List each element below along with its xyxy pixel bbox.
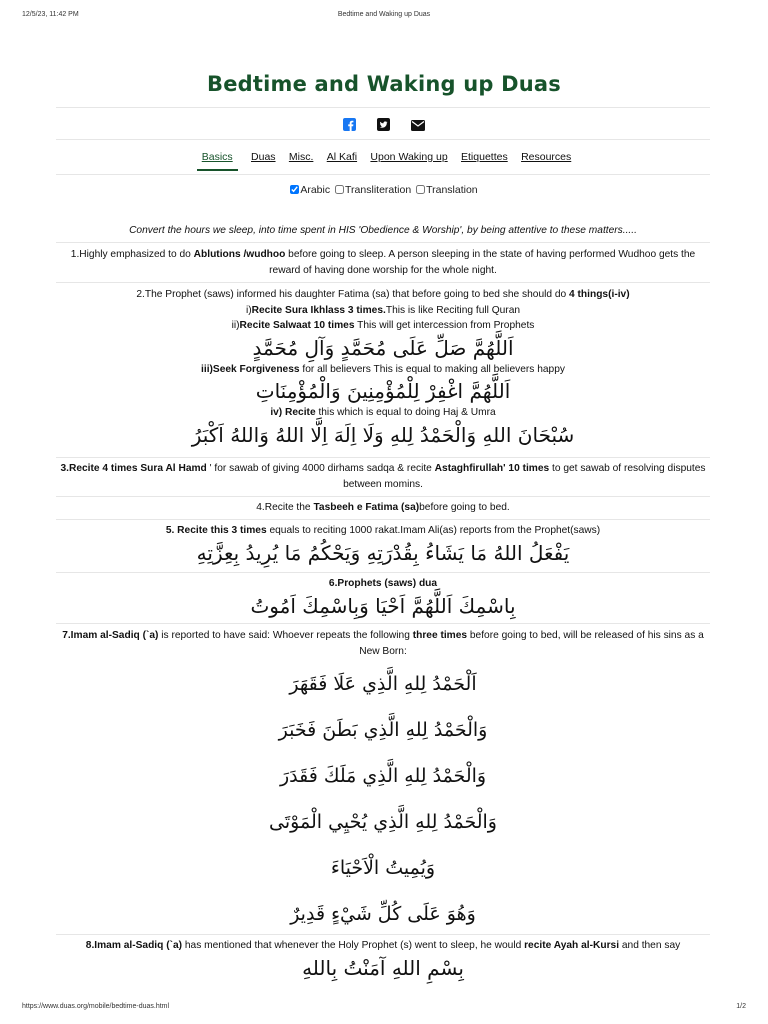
- divider: [56, 107, 710, 108]
- divider: [56, 496, 710, 497]
- section-5: 5. Recite this 3 times equals to reciting 1000 rakat.Imam Ali(as) reports from the Prophet(saws) يَفْعَلُ اللهُ مَا يَشَاءُ بِقُدْرَتِهِ وَيَحْكُمُ مَا يُرِيدُ بِعِزَّتِهِ: [56, 523, 710, 567]
- option-transliteration[interactable]: Transliteration: [335, 184, 411, 196]
- arabic-line-5: وَيُمِيتُ الْاَحْيَاءَ: [330, 857, 436, 879]
- section-4: 4.Recite the Tasbeeh e Fatima (sa)before going to bed.: [256, 502, 510, 513]
- arabic-forgiveness: اَللَّهُمَّ اغْفِرْ لِلْمُؤْمِنِينَ وَالْمُؤْمِنَاتِ: [255, 379, 511, 403]
- intro-text: Convert the hours we sleep, into time spent in HIS 'Obedience & Worship', by being attentive to these matters.....: [129, 225, 637, 236]
- print-url: https://www.duas.org/mobile/bedtime-duas.html: [22, 1003, 170, 1010]
- arabic-section-5: يَفْعَلُ اللهُ مَا يَشَاءُ بِقُدْرَتِهِ وَيَحْكُمُ مَا يُرِيدُ بِعِزَّتِهِ: [196, 540, 570, 565]
- arabic-tasbeeh: سُبْحَانَ اللهِ وَالْحَمْدُ لِلهِ وَلَا اِلَهَ اِلَّا اللهُ وَاللهُ اَكْبَرُ: [191, 422, 575, 447]
- facebook-icon[interactable]: [343, 116, 356, 135]
- print-datetime: 12/5/23, 11:42 PM: [22, 11, 79, 18]
- arabic-section-6: بِاسْمِكَ اَللَّهُمَّ اَحْيَا وَبِاسْمِكَ اَمُوتُ: [250, 593, 516, 618]
- twitter-icon[interactable]: [377, 116, 390, 135]
- divider: [56, 623, 710, 624]
- print-page-number: 1/2: [736, 1003, 746, 1010]
- arabic-line-2: وَالْحَمْدُ لِلهِ الَّذِي بَطَنَ فَخَبَرَ: [278, 719, 488, 741]
- divider: [56, 282, 710, 283]
- section-3: 3.Recite 4 times Sura Al Hamd ' for sawab of giving 4000 dirhams sadqa & recite Astaghfirullah' 10 times to get sawab of resolving disputes between momins.: [60, 463, 706, 490]
- arabic-section-8: بِسْمِ اللهِ آمَنْتُ بِاللهِ: [302, 955, 464, 980]
- tab-etiquettes[interactable]: Etiquettes: [461, 151, 508, 163]
- divider: [56, 519, 710, 520]
- tab-duas[interactable]: Duas: [251, 151, 276, 163]
- nav-tabs: [0, 151, 768, 171]
- divider: [56, 457, 710, 458]
- arabic-line-4: وَالْحَمْدُ لِلهِ الَّذِي يُحْيِي الْمَوْتَى: [269, 811, 497, 833]
- divider: [56, 572, 710, 573]
- tab-al-kafi[interactable]: Al Kafi: [326, 151, 358, 163]
- option-arabic[interactable]: Arabic: [290, 184, 330, 196]
- arabic-salwaat: اَللَّهُمَّ صَلِّ عَلَى مُحَمَّدٍ وَآلِ مُحَمَّدٍ: [252, 335, 514, 360]
- divider: [56, 174, 710, 175]
- social-bar: [0, 115, 768, 135]
- section-8: 8.Imam al-Sadiq (`a) has mentioned that whenever the Holy Prophet (s) went to sleep, he would recite Ayah al-Kursi and then say بِسْمِ اللهِ آمَنْتُ بِاللهِ: [56, 938, 710, 982]
- section-2: 2.The Prophet (saws) informed his daughter Fatima (sa) that before going to bed she should do 4 things(i-iv) i)Recite Sura Ikhlass 3 times.This is like Reciting full Quran ii)Recite Salwaat 10 times This will get intercession from Prophets اَللَّهُمَّ صَلِّ عَلَى مُحَمَّدٍ وَآلِ مُحَمَّدٍ iii)Seek Forgiveness for all believers This is equal to making all believers happy اَللَّهُمَّ اغْفِرْ لِلْمُؤْمِنِينَ وَالْمُؤْمِنَاتِ iv) Recite this which is equal to doing Haj & Umra سُبْحَانَ اللهِ وَالْحَمْدُ لِلهِ وَلَا اِلَهَ اِلَّا اللهُ وَاللهُ اَكْبَرُ: [56, 287, 710, 449]
- arabic-line-3: وَالْحَمْدُ لِلهِ الَّذِي مَلَكَ فَقَدَرَ: [279, 765, 487, 787]
- section-7: 7.Imam al-Sadiq (`a) is reported to have said: Whoever repeats the following three times before going to bed, will be released of his sins as a New Born: اَلْحَمْدُ لِلهِ الَّذِي عَلَا فَقَهَرَ وَالْحَمْدُ لِلهِ الَّذِي بَطَنَ فَخَبَرَ وَالْحَمْدُ لِلهِ الَّذِي مَلَكَ فَقَدَرَ وَالْحَمْدُ لِلهِ الَّذِي يُحْيِي الْمَوْتَى وَيُمِيتُ الْاَحْيَاءَ وَهُوَ عَلَى كُلِّ شَيْءٍ قَدِيرٌ: [56, 628, 710, 937]
- tab-upon-waking-up[interactable]: Upon Waking up: [370, 151, 448, 163]
- section-6: 6.Prophets (saws) dua بِاسْمِكَ اَللَّهُمَّ اَحْيَا وَبِاسْمِكَ اَمُوتُ: [56, 576, 710, 620]
- translation-checkbox[interactable]: [416, 185, 425, 194]
- divider: [56, 139, 710, 140]
- divider: [56, 242, 710, 243]
- tab-misc[interactable]: Misc.: [288, 151, 314, 163]
- display-options: [0, 184, 768, 196]
- print-doc-title: Bedtime and Waking up Duas: [337, 11, 431, 18]
- tab-resources[interactable]: Resources: [521, 151, 572, 163]
- arabic-checkbox[interactable]: [290, 185, 299, 194]
- transliteration-checkbox[interactable]: [335, 185, 344, 194]
- divider: [56, 934, 710, 935]
- option-translation[interactable]: Translation: [416, 184, 478, 196]
- email-icon[interactable]: [411, 116, 425, 135]
- arabic-line-1: اَلْحَمْدُ لِلهِ الَّذِي عَلَا فَقَهَرَ: [289, 673, 477, 695]
- page-title: Bedtime and Waking up Duas: [206, 72, 561, 96]
- tab-basics[interactable]: Basics: [197, 151, 238, 171]
- section-1: 1.Highly emphasized to do Ablutions /wudhoo before going to sleep. A person sleeping in the state of having performed Wudhoo gets the reward of having done worship for the whole night.: [70, 249, 696, 276]
- arabic-line-6: وَهُوَ عَلَى كُلِّ شَيْءٍ قَدِيرٌ: [290, 903, 476, 925]
